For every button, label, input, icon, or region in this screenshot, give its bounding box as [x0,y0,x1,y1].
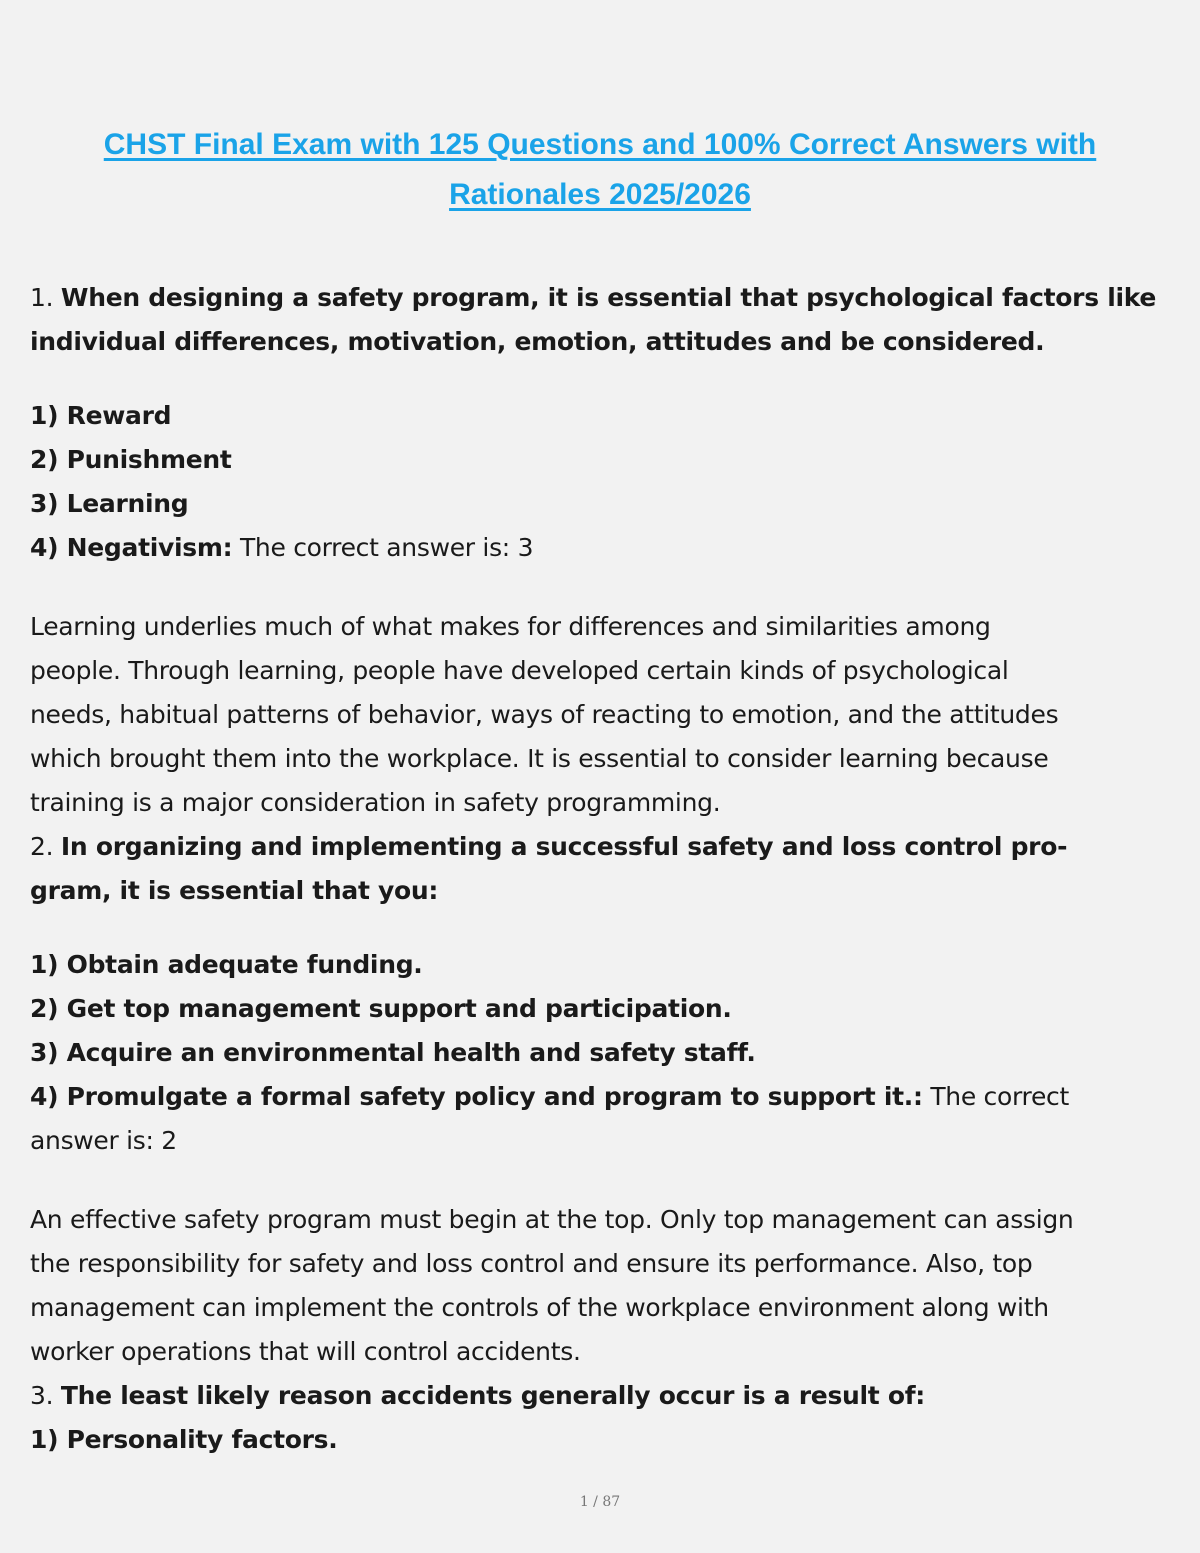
rationale-line: people. Through learning, people have developed certain kinds of psychological [30,656,1009,685]
rationale-line: Learning underlies much of what makes for differences and similarities among [30,612,991,641]
rationale-line: training is a major consideration in safety programming. [30,788,721,817]
document-title [0,120,1200,220]
option-2: 2) Punishment [30,445,232,474]
question-number: 2. [30,832,54,861]
option-4-label: 4) Promulgate a formal safety policy and program to support it.: [30,1082,923,1111]
answer-text: The correct [930,1082,1069,1111]
option-1: 1) Reward [30,401,172,430]
question-stem [30,276,1180,320]
question-stem-line: In organizing and implementing a successful safety and loss control pro- [60,832,1068,861]
option-2: 2) Get top management support and participation. [30,994,732,1023]
question-stem-line: When designing a safety program, it is essential that psychological factors like [60,283,1157,312]
answer-text: The correct answer is: 3 [239,533,534,562]
rationale-line: An effective safety program must begin at the top. Only top management can assign [30,1205,1074,1234]
title-line-1: CHST Final Exam with 125 Questions and 100% Correct Answers with [103,128,1097,161]
option-4 [30,526,1180,570]
rationale-line: the responsibility for safety and loss control and ensure its performance. Also, top [30,1249,1033,1278]
document-body [30,276,1180,1462]
rationale-line: management can implement the controls of the workplace environment along with [30,1293,1049,1322]
question-number: 1. [30,283,54,312]
answer-text: answer is: 2 [30,1126,177,1155]
option-1: 1) Personality factors. [30,1425,338,1454]
option-1: 1) Obtain adequate funding. [30,950,423,979]
page-indicator: 1 / 87 [579,1494,621,1510]
option-4-label: 4) Negativism: [30,533,233,562]
rationale-line: which brought them into the workplace. It is essential to consider learning because [30,744,1049,773]
question-stem-line: The least likely reason accidents generally occur is a result of: [60,1381,926,1410]
question-number: 3. [30,1381,54,1410]
rationale-line: needs, habitual patterns of behavior, ways of reacting to emotion, and the attitudes [30,700,1059,729]
question-stem-line: individual differences, motivation, emotion, attitudes and be considered. [30,327,1045,356]
question-stem-line: gram, it is essential that you: [30,876,439,905]
option-3: 3) Learning [30,489,189,518]
question-2 [30,825,1180,1374]
question-1 [30,276,1180,825]
option-4 [30,1075,1180,1119]
question-stem [30,1374,1180,1418]
title-line-2: Rationales 2025/2026 [449,178,751,211]
option-3: 3) Acquire an environmental health and safety staff. [30,1038,756,1067]
question-3 [30,1374,1180,1462]
question-stem [30,825,1180,869]
rationale-line: worker operations that will control accidents. [30,1337,581,1366]
